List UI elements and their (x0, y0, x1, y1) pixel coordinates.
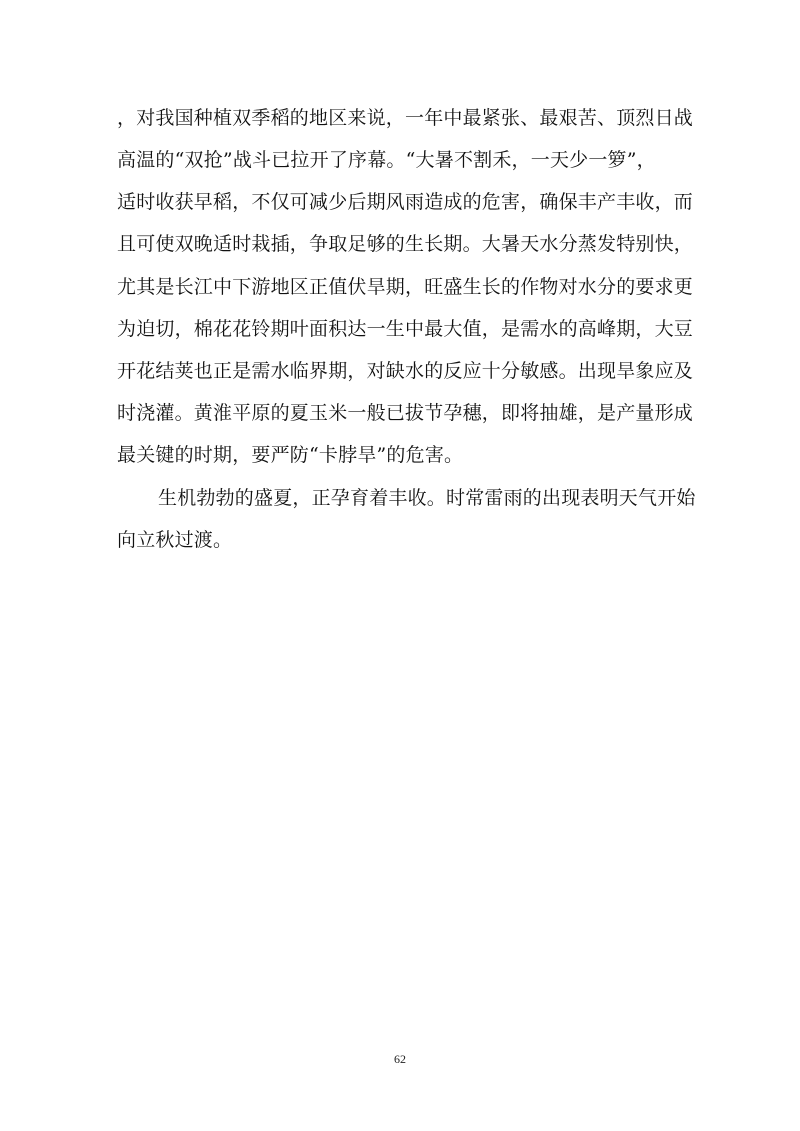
page-number: 62 (394, 1052, 406, 1066)
text-line: 时浇灌。黄淮平原的夏玉米一般已拔节孕穗，即将抽雄，是产量形成 (117, 402, 694, 424)
text-line: 适时收获早稻，不仅可减少后期风雨造成的危害，确保丰产丰收，而 (117, 191, 694, 213)
text-line: 且可使双晚适时栽插，争取足够的生长期。大暑天水分蒸发特别快， (117, 233, 694, 255)
text-line: 生机勃勃的盛夏，正孕育着丰收。时常雷雨的出现表明天气开始 (158, 487, 696, 509)
text-line: 尤其是长江中下游地区正值伏旱期，旺盛生长的作物对水分的要求更 (117, 276, 694, 298)
text-line: ，对我国种植双季稻的地区来说，一年中最紧张、最艰苦、顶烈日战 (117, 107, 694, 129)
text-line: 最关键的时期，要严防“卡脖旱”的危害。 (117, 444, 464, 466)
text-line: 为迫切，棉花花铃期叶面积达一生中最大值，是需水的高峰期，大豆 (117, 318, 694, 340)
text-line: 开花结荚也正是需水临界期，对缺水的反应十分敏感。出现旱象应及 (117, 360, 694, 382)
text-line: 高温的“双抢”战斗已拉开了序幕。“大暑不割禾，一天少一箩”， (117, 149, 656, 171)
text-line: 向立秋过渡。 (117, 529, 233, 551)
